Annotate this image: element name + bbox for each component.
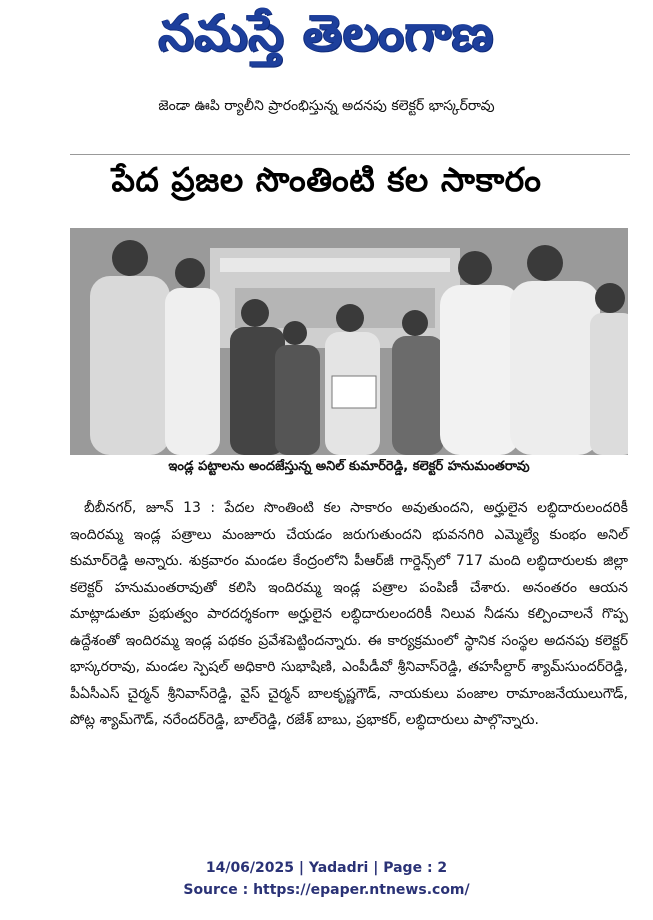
divider bbox=[70, 154, 630, 155]
footer-date-edition: 14/06/2025 | Yadadri | Page : 2 bbox=[205, 860, 448, 876]
footer-source-link[interactable]: Source : https://epaper.ntnews.com/ bbox=[183, 882, 470, 898]
article-body bbox=[70, 495, 628, 734]
masthead-logo bbox=[0, 0, 653, 82]
article-headline: పేద ప్రజల సొంతింటి కల సాకారం bbox=[111, 160, 542, 199]
photo-caption: ఇండ్ల పట్టాలను అందజేస్తున్న అనిల్ కుమార్‌రెడ్డి, కలెక్టర్ హనుమంతరావు bbox=[168, 459, 530, 474]
photo-strap-caption: జెండా ఊపి ర్యాలీని ప్రారంభిస్తున్న అదనపు కలెక్టర్ భాస్కర్‌రావు bbox=[158, 98, 495, 114]
news-photo bbox=[70, 228, 628, 455]
masthead-title: నమస్తే తెలంగాణ bbox=[158, 4, 495, 62]
article-paragraph: బీబీనగర్, జూన్ 13 : పేదల సొంతింటి కల సాకారం అవుతుందని, అర్హులైన లబ్ధిదారులందరికీ ఇందిరమ్మ ఇండ్ల పత్రాలు మంజూరు చేయడం జరుగుతుందని భువనగిరి ఎమ్మెల్యే కుంభం అనిల్ కుమార్‌రెడ్డి అన్నారు. శుక్రవారం మండల కేంద్రంలోని పీఆర్‌జీ గార్డెన్స్‌లో 717 మంది లబ్ధిదారులకు జిల్లా కలెక్టర్ హనుమంతరావుతో కలిసి ఇందిరమ్మ ఇండ్ల పత్రాల పంపిణీ చేశారు. అనంతరం ఆయన మాట్లాడుతూ ప్రభుత్వం పారదర్శకంగా అర్హులైన లబ్ధిదారులందరికీ నిలువ నీడను కల్పించాలనే గొప్ప ఉద్దేశంతో ఇందిరమ్మ ఇండ్ల పథకం ప్రవేశపెట్టిందన్నారు. ఈ కార్యక్రమంలో స్థానిక సంస్థల అదనపు కలెక్టర్ భాస్కరరావు, మండల స్పెషల్ అధికారి సుభాషిణి, ఎంపీడీవో శ్రీనివాస్‌రెడ్డి, తహసీల్దార్ శ్యామ్‌సుందర్‌రెడ్డి, పీఏసీఎస్ చైర్మన్ శ్రీనివాస్‌రెడ్డి, వైస్ చైర్మన్ బాలకృష్ణగౌడ్, నాయకులు పంజాల రామాంజనేయులుగౌడ్, పోట్ల శ్యామ్‌గౌడ్, నరేందర్‌రెడ్డి, బాల్‌రెడ్డి, రజేశ్ బాబు, ప్రభాకర్, లబ్ధిదారులు పాల్గొన్నారు. bbox=[70, 500, 628, 728]
